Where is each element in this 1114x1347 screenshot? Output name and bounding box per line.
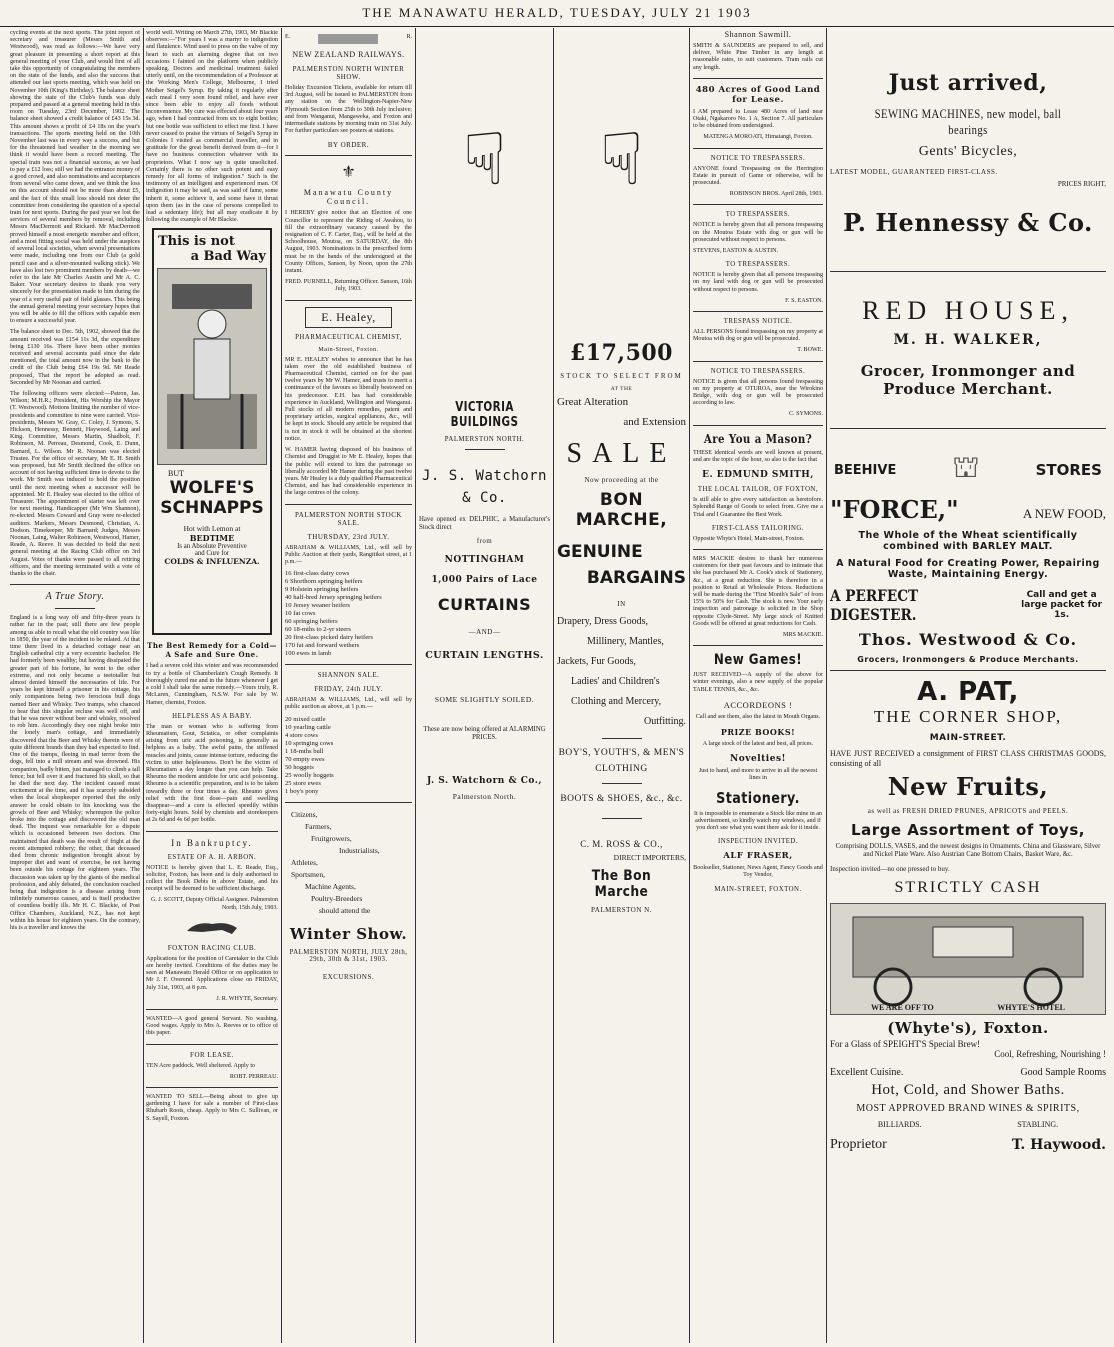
helpless-title: HELPLESS AS A BABY. (172, 712, 252, 720)
column-5 (557, 30, 686, 1341)
racehorse-icon (182, 916, 242, 938)
sewing-machines: SEWING MACHINES, new model, ball bearings (874, 106, 1062, 137)
fraser-street: MAIN-STREET, FOXTON. (714, 885, 802, 893)
pointing-hand-icon: ☟ (462, 120, 507, 200)
wolfe-schnapps-ad (152, 228, 272, 635)
proprietor-row: Proprietor T. Haywood. (830, 1137, 1106, 1153)
list-item: 20 mixed cattle (285, 715, 326, 723)
county-text: I HEREBY give notice that an Election of one Councillor to represent the Riding of Awahou, to fill the extraordinary vacancy caused by the resignation of C. F. Carter, Esq., will be held at the Schoolhouse, Moutoa, on SATURDAY, the 8th August, 1903. Nominations in the prescribed form must be in the hands of the undersigned at the County Offices, Sanson, by Noon, upon the 27th instant. (285, 210, 412, 275)
list-item: 60 springing heifers (285, 618, 338, 626)
gents-bicycles: Gents' Bicycles, (918, 144, 1018, 159)
bankruptcy-estate: ESTATE OF A. H. ARBON. (167, 853, 257, 861)
mason-title: Are You a Mason? (703, 431, 813, 446)
vb-title: VICTORIA BUILDINGS (450, 400, 519, 430)
main-street: MAIN-STREET. (929, 733, 1007, 743)
rail-text: Holiday Excursion Tickets, available for return till 3rd August, will be issued to PALMERSTON from any station on the Wellington-Napier-New Plymouth Section from 25th to 30th July inclusive; and from Wanganui, Mangaweka, and Foxton and intermediate stations by morning train on 31st July. For further particulars see posters at stations. (285, 85, 412, 135)
column-rule (143, 28, 144, 1343)
watchorn-and: —AND— (468, 628, 501, 636)
bon-marche-2: The Bon Marche (591, 868, 652, 900)
beehive-header: BEEHIVE ⛫ STORES (830, 451, 1106, 489)
bankruptcy-text: NOTICE is hereby given that L. E. Reade, Esq., solicitor, Foxton, has been and is duly authorised to collect the Book Debts in above Estate, and his receipt will be deemed to be sufficient discharge. (146, 864, 278, 893)
tres1-sign: ROBINSON BROS. April 28th, 1903. (729, 191, 823, 198)
tres2-sign: STEVENS, EASTON & AUSTIN. (693, 248, 779, 255)
column-2 (146, 30, 278, 1341)
palmerston-n: PALMERSTON N. (591, 906, 652, 914)
new-fruits: New Fruits, (887, 772, 1049, 801)
sale1-list (285, 570, 412, 658)
tailoring-title: FIRST-CLASS TAILORING. (711, 524, 805, 532)
games-text: JUST RECEIVED—A supply of the above for winter evenings, also a new supply of the popular TABLE TENNIS, &c., &c. (693, 672, 823, 693)
tres4-title: TRESPASS NOTICE. (723, 318, 793, 326)
stock-line: STOCK TO SELECT FROM (560, 372, 683, 380)
wolfe-brand-1: WOLFE'S (169, 478, 255, 499)
racing-sign: J. R. WHYTE, Secretary. (216, 995, 278, 1002)
inspection-invited: INSPECTION INVITED. (717, 838, 799, 846)
bankruptcy-title: In Bankruptcy. (171, 837, 253, 848)
watchorn-text: Have opened ex DELPHIC, a Manufacturer's Stock direct (419, 516, 550, 531)
column-rule (553, 28, 554, 1343)
wines: MOST APPROVED BRAND WINES & SPIRITS, (856, 1103, 1080, 1114)
digester-row: A PERFECT DIGESTER. Call and get a large packet for 1s. (830, 586, 1103, 624)
amount: £17,500 (569, 340, 673, 366)
prize-books: PRIZE BOOKS! (720, 726, 796, 737)
walker: M. H. WALKER, (893, 332, 1043, 348)
tres4-sign: T. BOWE. (797, 347, 823, 354)
healey-subtitle: PHARMACEUTICAL CHEMIST, (295, 333, 402, 341)
vb-subtitle: PALMERSTON NORTH. (444, 436, 525, 443)
sale2-date: FRIDAY, 24th JULY. (314, 685, 383, 694)
fraser-name: ALF FRASER, (723, 851, 793, 862)
stationery: Stationery. (716, 788, 800, 807)
progress: Now proceeding at the (584, 476, 659, 484)
healey-text: MR E. HEALEY wishes to announce that he has taken over the old established business of Pharmaceutical Chemist, carried on for the past twelve years by Mr W. Hamer, and trusts to merit a continuance of the favours so liberally bestowed on his predecessor. E.H. has had considerable experience in Auckland, Wellington and Wanganui. Full stocks of all modern remedies, patent and proprietary articles, surgical appliances, &c., will be kept in stock. Should any article be required that is not in stock it will be obtained at the shortest notice. (285, 356, 412, 442)
column-rule (689, 28, 690, 1343)
list-item: 1 boy's pony (285, 787, 319, 795)
forlease-text: TEN Acre paddock. Well sheltered. Apply to (146, 1062, 256, 1069)
christmas-goods: HAVE JUST RECEIVED a consignment of FIRST CLASS CHRISTMAS GOODS, consisting of all (830, 749, 1106, 768)
show-place: PALMERSTON NORTH, JULY 28th, 29th, 30th & 31st, 1903. (289, 948, 408, 963)
tres2-title: TO TRESPASSERS. (725, 211, 791, 219)
wolfe-line-1: Hot with Lemon at (183, 524, 241, 534)
bargains: BARGAINS (586, 568, 686, 588)
tres5-sign: C. SYMONS. (788, 411, 823, 418)
tres2-text: NOTICE is hereby given that all persons trespassing on the Moutoa Estate with dog or gun will be prosecuted without respect to persons. (693, 222, 823, 243)
stationery-text: It is impossible to enumerate a Stock like mine in an advertisement, so kindly watch my windows, and if you don't see what you want there ask for it inside. (694, 810, 822, 831)
speight-2: Cool, Refreshing, Nourishing ! (994, 1049, 1106, 1059)
story-text: England is a long way off and fifty-three years is rather far in the past; still there are few people among us able to recall what the old country was like in 1850, the year of the incident to be related. At that time there lived in a detached cottage near an English cathedral city a very eccentric bachelor. He had formerly been wealthy; but having dissipated the greater part of his fortune, he went to the other extreme, and not only became a teetotaller but almost denied himself the necessaries of life. For years he kept himself a prisoner in his cottage, his only companions being two ferocious bull dogs named Beer and Whisky. Two tramps, who chanced to hear that this singular recluse was well off, and that he was never without beer and whisky, resolved to rob him. Accordingly they one night broke into the lonely man's cottage, and immediately discovered that the Beer and Whisky therein were of quite different brands than they had expected to find. One of the tramps, fleeing in mad terror from the dogs, fell into a mill stream and was drowned. His companion, badly bitten, just managed to climb a tall fence; but fell over it and fractured his skull, so that he died the next day. The incident caused must excitement at the time, and it has scarcely subsided when the local shopkeeper reported that the only answer he could obtain to his knocking was the growls of Beer and Whisky; whereupon the police broke into the cottage and discovered the old man dead. The inquest was remarkable for a dispute which is occasioned between two doctors. One maintained that death was the result of fright at the recent attempted robbery; the other, that deceased died from chronic indigestion brought about by improper diet and want of exercise, he not having been outside his cottage for eighteen years. The discussion was taken up by the giants of the medical profession, and ably debated, the conclusion reached being that indigestion is a disease arising from infinitely numerous causes, and is itself productive of countless bodily ills. Mr H. C. Blackie, of Post Office Chambers, Auckland, N.Z., has not kept within his house for eighteen years. On the contrary, his is a traveller and knows the (10, 615, 140, 931)
hotel-cart-illustration: WE ARE OFF TO WHYTE'S HOTEL (830, 903, 1106, 1015)
natural-text: A Natural Food for Creating Power, Repairing Waste, Maintaining Energy. (836, 558, 1100, 580)
list-item: 25 store ewes (285, 779, 321, 787)
list-item: 1 18-mths bull (285, 747, 324, 755)
watchorn-co: & Co. (462, 490, 507, 506)
wolfe-line-5: COLDS & INFLUENZA. (164, 557, 260, 567)
extension: and Extension (623, 416, 686, 428)
show-excursions: EXCURSIONS. (322, 972, 375, 981)
list-item: 16 first-class dairy cows (285, 570, 350, 578)
column-rule (281, 28, 282, 1343)
novelties: Novelties! (730, 754, 786, 765)
remedy-text: I had a severe cold this winter and was recommended to try a bottle of Chamberlain's Cough Remedy. It thoroughly cured me and in the future whenever I get a cold I shall take the same remedy.—Yours truly, R. McLaren, Cunningham, N.S.W. For sale by W. Hamer, chemist, Foxton. (146, 663, 278, 706)
westwood-sub: Grocers, Ironmongers & Produce Merchants. (857, 655, 1079, 664)
list-item: 100 ewes in lamb (285, 650, 332, 658)
in: IN (617, 600, 626, 608)
sale2-list (285, 716, 412, 796)
list-item: 10 yearling cattle (285, 723, 331, 731)
list-item: 10 springing cows (285, 739, 334, 747)
list-item: 40 half-bred Jersey springing heifers (285, 594, 382, 602)
list-item: 25 woolly hoggets (285, 771, 334, 779)
bankruptcy-sign: G. J. SCOTT, Deputy Official Assignee. Palmerston North, 15th July, 1903. (150, 897, 278, 911)
column-3 (285, 30, 412, 1341)
masthead: THE MANAWATU HERALD, TUESDAY, JULY 21 1903 (0, 0, 1114, 27)
wolfe-title-1: This is not (158, 234, 235, 250)
county-sign: FRED. PURNELL, Returning Officer. Sanson, 16th July, 1903. (285, 279, 412, 293)
sale1-text: ABRAHAM & WILLIAMS, Ltd., will sell by Public Auction at their yards, Rangitikei street, at 1 p.m.— (285, 544, 412, 565)
column-rule (826, 28, 827, 1343)
forlease-title: FOR LEASE. (190, 1050, 234, 1059)
wolfe-brand-2: SCHNAPPS (160, 498, 264, 519)
bon-marche: BON MARCHE, (575, 490, 668, 530)
dolls: Comprising DOLLS, VASES, and the newest designs in Ornaments. China and Glassware, Silver and Nickel Plate Ware. Also Austrian Cane Bottom Chairs, Basket Ware, &c. (835, 843, 1101, 858)
baths: Hot, Cold, and Shower Baths. (871, 1082, 1065, 1098)
tailoring-text: Opposite Whyte's Hotel, Main-street, Foxton. (693, 535, 805, 542)
list-item: 60 18-mths to 2-yr steers (285, 626, 351, 634)
remedy-title: The Best Remedy for a Cold—A Safe and Sure One. (147, 641, 277, 660)
goods-list: Drapery, Dress Goods, Millinery, Mantles, Jackets, Fur Goods, Ladies' and Children's Clothing and Mercery, Outfitting. (557, 616, 686, 727)
games-title: New Games! (713, 652, 803, 669)
force-header: "FORCE," A NEW FOOD, (830, 495, 1106, 524)
tres3-text: NOTICE is hereby given that all persons trespassing on my land with dog or gun will be prosecuted without respect to persons. (693, 272, 823, 293)
list-item: 9 Holstein springing heifers (285, 586, 359, 594)
tres5-title: NOTICE TO TRESPASSERS. (710, 367, 806, 375)
mackie-text: MRS MACKIE desires to thank her numerous customers for their past favours and to intimate that she has purchased Mr A. Cook's stock of Stationery, &c., at a great reduction. She is therefore in a position to Retail at Wholesale Prices. Reductions will be made during the "First Month's Sale" of from 15% to 50% for Cash. The stock is new. Your early inspection and patronage is solicited in the Shop opposite Clyde-Street. My large stock of Knitted Goods will be offered at great reductions for Cash. (693, 555, 823, 627)
latest-model: LATEST MODEL, GUARANTEED FIRST-CLASS. (830, 168, 998, 176)
strictly-cash: STRICTLY CASH (894, 879, 1042, 896)
tres1-text: ANYONE found Trespassing on the Herrington Estate in pursuit of Game or otherwise, will be prosecuted. (693, 165, 823, 187)
sale2-title: SHANNON SALE. (317, 671, 380, 680)
column-rule (415, 28, 416, 1343)
billiards-row: BILLIARDS. STABLING. (877, 1120, 1059, 1129)
column-7 (830, 30, 1106, 1341)
prices-right: PRICES RIGHT, (1057, 180, 1106, 188)
rail-crest: E. R. (285, 34, 412, 44)
prunes: as well as FRESH DRIED PRUNES, APRICOTS and PEELS. (867, 807, 1069, 815)
smith-text: Is still able to give every satisfaction as heretofore. Splendid Range of Goods to select from. Give me a Trial and I Guarantee the Best Work. (693, 497, 823, 518)
story-title: A True Story. (45, 591, 105, 603)
forlease-sign: ROBT. PERREAU. (229, 1073, 278, 1080)
wolfe-line-2: BEDTIME (189, 533, 235, 544)
sale2-text: ABRAHAM & WILLIAMS, Ltd., will sell by public auction as above, at 1 p.m.— (285, 697, 412, 711)
cuisine-row: Excellent Cuisine. Good Sample Rooms (830, 1067, 1106, 1078)
blackie-testimony: world well. Writing on March 27th, 1903, Mr Blackie observes:—"For years I was a martyr to indigestion and flatulence. Wind used to press on the valve of my heart to such an alarming degree that on two occasions I fainted on the platform when publicly speaking. Doctors and medicinal treatment failed utterly until, on the recommendation of a Professor at the Working Men's College, Melbourne, I tried Mother Seigel's Syrup. By taking it regularly after each meal I very soon found relief, and have ever since been able to enjoy all foods without inconvenience. My cure was effected about four years ago, when I had contracted from six to eight bottles; but one bottle was sufficient to effect me first. I have never ceased to praise the virtues of Seigel's Syrup in Colonies I visited as commercial traveller, and in gratitude for the great benefit derived from it—for I have no business connection whatever with its proprietors. What I now say is quite unsolicited. Certainly there is no other such potent and easy remedy for all forms of indigestion." Such is the testimony of an intelligent and experienced man. Of indigestion it may be said, as was said of fame, some inherit it, some achieve it, and some have it thrust upon them (as in the case of persons compelled to lead a sedentary life); but all may eradicate it by following the example of Mr Blackie. (146, 30, 278, 224)
watchorn-sign: J. S. Watchorn & Co., (426, 776, 543, 786)
sawmill-title: Shannon Sawmill. (724, 30, 792, 39)
watchorn-nottingham: NOTTINGHAM (444, 555, 525, 565)
mason-text: THESE identical words are well known at present, and are the topic of the hour, so also is the fact that (693, 449, 823, 463)
column-4 (419, 30, 550, 1341)
healey-street: Main-Street, Foxton. (318, 346, 379, 353)
sawmill-text: SMITH & SAUNDERS are prepared to sell, and deliver, White Pine Timber in any length at reasonable rates, to suit customers. Tram rails cut any length. (693, 43, 823, 71)
officers-report: The following officers were elected:—Patron, Jas. Wilson; M.H.R.; President, His Worship the Mayor (T. Westwood). Motions limiting the number of vice-presidents and committee to nine were carried. Vice-presidents, Messrs W. Gray, C. Coley, J. Symons, S. Hickson, Hennessy, Bennett, Haywood, Laing and King. Committee, Messrs Martin, Shadbolt, F. Robinson, M. Perreau, Desmond, Cook, E. Dunn, Barnard, L. Wilson. Mr R. Noonan was elected Trustee. For the office of secretary, Mr E. H. Smith was proposed, but Mr Smith declined the office on account of not having sufficient time to devote to the work. Mr Smith was induced to hold the position until the next meeting when a successor will be appointed. Mr E. Healey was elected to the office of Treasurer. The appointment of starter was left over for next meeting. Handicapper (Mr Wm Shannon), re-elected. Messrs Coward and Gray were re-elected auditors. Markers, Messrs Desmond, Christian, A. Dodson. Timekeeper, Mr Barnard; Judges, Messrs Noonan, Laing, Walter Robinson, Westwood, Hamer, Reade, A. Reeve. It was decided to hold the next general meeting at the Racing Club office on 3rd August. Votes of thanks were passed to all retiring officers, and the meeting terminated with a vote of thanks to the chair. (10, 390, 140, 578)
column-6 (693, 30, 823, 1341)
balance-report: The balance sheet to Dec. 5th, 1902, showed that the amount received was £154 11s 3d, the expenditure being £130 16s. There have been other monies received and several accounts paid since the date mentioned, the total amount now in the bank to the credit of the Club being £64 19s 9d. Mr Reade proposed, That the report be adopted as read. Seconded by Mr Noonan and carried. (10, 329, 140, 386)
racing-text: Applications for the position of Caretaker to the Club are hereby invited. Conditions of the duties may be seen at Manawatu Herald Office or on application to Mr J. F. Overend. Applications close on FRIDAY, July 31st, 1903, at 8 p.m. (146, 955, 278, 991)
list-item: 4 store cows (285, 731, 318, 739)
toys: Large Assortment of Toys, (851, 821, 1085, 839)
list-item: 20 first-class picked dairy heifers (285, 634, 373, 642)
great-alteration: Great Alteration (557, 396, 629, 408)
prize-text: A large stock of the latest and best, all prices. (702, 740, 814, 747)
wolfe-line-4: and Cure for (194, 550, 230, 558)
watchorn-offer: These are now being offered at ALARMING PRICES. (423, 726, 546, 741)
watchorn-curtains: CURTAINS (437, 595, 532, 614)
watchorn-sign-2: Palmerston North. (452, 792, 517, 801)
accordeons: ACCORDEONS ! (723, 699, 793, 710)
mackie-sign: MRS MACKIE. (783, 631, 823, 638)
helpless-text: The man or woman who is suffering from Rheumatism, Gout, Sciatica, or other complaints arising from uric acid poisoning, is generally as helpless as a baby. The awful pains, the stiffened muscles and joints, cause intense torture, reducing the victim to utter helplessness. Don't be the victim of Rheumatism a day longer than you can help. Take Rheumo the modern antidote for uric acid poisoning. Rheumo is a scientific preparation, and is to be taken inwardly three or four times a day. Rheumo gives relief with the first dose—pain and swelling disappear—and a cure is effected speedily within forty-eight hours. Sold by chemists and storekeepers at 2s 6d and 4s 6d per bottle. (146, 723, 278, 824)
list-item: 10 fat cows (285, 610, 316, 618)
wanted-servant: WANTED—A good general Servant. No washing. Good wages. Apply to Mrs A. Reeves or to office of this paper. (146, 1015, 278, 1037)
beehive-icon: ⛫ (952, 451, 980, 484)
watchorn-from: from (476, 538, 493, 545)
accordeons-text: Call and see them, also the latest in Mouth Organs. (695, 713, 821, 720)
at-the: AT THE (610, 386, 633, 392)
list-item: 70 empty ewes (285, 755, 325, 763)
tres5-text: NOTICE is given that all persons found trespassing on my property at OTUROA, near the Wirokino Bridge, with dog or gun will be prosecuted according to law. (693, 378, 823, 407)
man-in-bed-illustration (157, 268, 267, 465)
tres3-title: TO TRESPASSERS. (725, 261, 791, 269)
hamer-text: W. HAMER having disposed of his business of Chemist and Druggist to Mr E. Healey, hopes that the public will extend to him the patronage so liberally accorded Mr Hamer during the past twelve years. Mr Healey is a duly qualified Pharmaceutical Chemist, and has had considerable experience in the large centres of the colony. (285, 447, 412, 497)
list-item: 50 hoggets (285, 763, 314, 771)
winter-show-ad: Citizens, Farmers, Fruitgrowers, Industrialists, Athletes, Sportsmen, Machine Agents, Poultry-Breeders should attend the (291, 809, 380, 915)
coat-of-arms-icon: ⚜ (341, 164, 356, 182)
smith-subtitle: THE LOCAL TAILOR, OF FOXTON, (697, 486, 819, 494)
speight: For a Glass of SPEIGHT'S Special Brew! (830, 1039, 981, 1049)
acres-text: I AM prepared to Lease 480 Acres of land near Otaki, Ngakaroro No. 1 A, Section 7. All particulars to be obtained from undersigned. (693, 108, 823, 130)
pointing-hand-icon: ☟ (599, 120, 644, 200)
column-1 (10, 30, 140, 1341)
just-arrived: Just arrived, (888, 70, 1048, 96)
acres-sign: MATENGA MOROATI, Himatangi, Foxton. (703, 134, 813, 141)
wolfe-title-2: a Bad Way (190, 249, 266, 265)
rail-title: NEW ZEALAND RAILWAYS. (292, 50, 405, 59)
sale1-date: THURSDAY, 23rd JULY. (307, 532, 390, 541)
tres3-sign: F. S. EASTON. (785, 297, 823, 304)
inspection: Inspection invited—no one pressed to buy. (830, 865, 950, 873)
boys-clothing: BOY'S, YOUTH'S, & MEN'S CLOTHING (558, 748, 685, 774)
county-title: Manawatu County Council. (303, 188, 394, 207)
whytes-foxton: (Whyte's), Foxton. (887, 1019, 1049, 1037)
list-item: 10 Jersey weaner heifers (285, 602, 350, 610)
sale-title: SALE (566, 438, 677, 469)
healey-title: E. Healey, (305, 307, 392, 328)
tres4-text: ALL PERSONS found trespassing on my property at Moutoa with dog or gun will be prosecuted. (693, 329, 823, 343)
pat-title: A. PAT, (917, 677, 1019, 707)
sports-report: cycling events at the next sports. The joint report of secretary and treasurer (Messrs Smith and Westwood), was read as follows:—We have very great pleasure in presenting a short report at this general meeting of your Club, and would first of all take this opportunity of congratulating the members on the state of the funds, and also the success that attended our last sports meeting, which was held on November 10th (King's Birthday). The balance sheet showing the state of the Club's funds was duly prepared and passed at a general meeting held in this room on Tuesday, 23rd December, 1902. The balance sheet showed a credit balance of £43 15s 3d. This amount shows a profit of £4 18s on the year's transactions. The sports meeting held on the 10th November last was in every way a success, and but for the threatened bad weather in the morning we think it would have been a record meeting. The special train was not a financial success, as we had to pay a £12 loss; still we had the entrance money of a good crowd, and also nominations and acceptances from several who came down, and we think the loss on this account should not be more than about £5, and the fact of this small loss should not deter the committee from considering the question of a special train for next sports. During the past year we lost the services of several members by removal, including Messrs MacDermott and Rickard. Mr MacDermott proved himself a most energetic member and officer, and a most fitting social was held under the auspices of several local societies, when several presentations were made, including one from our Club (a gold pencil case and a silver-mounted walking stick). We have also lost two prominent members by death—we refer to the late Mr Charles Austin and Mr A. C. Baker. Your secretary desires to thank you very sincerely for the presentation made to him during the year of a very useful pair of field glasses. This being the annual general meeting your secretary hopes that you will be able to fill the offices with capable men to ensure a successful year. (10, 30, 140, 325)
westwood: Thos. Westwood & Co. (858, 630, 1078, 649)
racing-title: FOXTON RACING CLUB. (167, 943, 257, 952)
list-item: 170 fat and forward wethers (285, 642, 360, 650)
wolfe-line-3: Is an Absolute Preventive (177, 543, 247, 551)
ross-importers: DIRECT IMPORTERS, (613, 853, 686, 862)
wolfe-but: BUT (168, 469, 184, 479)
hennessy: P. Hennessy & Co. (843, 208, 1093, 237)
red-house: RED HOUSE, (862, 296, 1074, 325)
smith-name: E. EDMUND SMITH, (702, 470, 814, 481)
sale1-title: PALMERSTON NORTH STOCK SALE. (295, 510, 402, 527)
fraser-subtitle: Bookseller, Stationer, News Agent, Fancy Goods and Toy Vendor, (693, 865, 823, 879)
watchorn-soiled: SOME SLIGHTLY SOILED. (434, 695, 535, 704)
grocer: Grocer, Ironmonger and Produce Merchant. (860, 362, 1076, 398)
watchorn-lengths: CURTAIN LENGTHS. (425, 650, 544, 661)
watchorn-name: J. S. Watchorn (421, 468, 547, 484)
wheat-text: The Whole of the Wheat scientifically combined with BARLEY MALT. (858, 530, 1078, 552)
list-item: 6 Shorthorn springing heifers (285, 578, 363, 586)
novelties-text: Just to hand, and more to arrive in all the newest lines in (698, 768, 818, 782)
watchorn-pairs: 1,000 Pairs of Lace (431, 575, 538, 585)
acres-title: 480 Acres of Good Land for Lease. (695, 84, 821, 105)
rail-subtitle: PALMERSTON NORTH WINTER SHOW. (292, 65, 405, 81)
show-title: Winter Show. (289, 924, 408, 943)
wanted-sell: WANTED TO SELL—Being about to give up gardening I have for sale a number of First-class Rhubarb Roots, cheap. Apply to Mrs C. Sullivan, or S. Sayell, Foxton. (146, 1094, 278, 1122)
genuine: GENUINE (557, 542, 643, 562)
tres1-title: NOTICE TO TRESPASSERS. (710, 154, 806, 162)
boots-shoes: BOOTS & SHOES, &c., &c. (560, 794, 683, 804)
rail-sign: BY ORDER. (327, 141, 370, 150)
corner-shop: THE CORNER SHOP, (873, 707, 1063, 726)
ross-name: C. M. ROSS & CO., (580, 839, 663, 849)
